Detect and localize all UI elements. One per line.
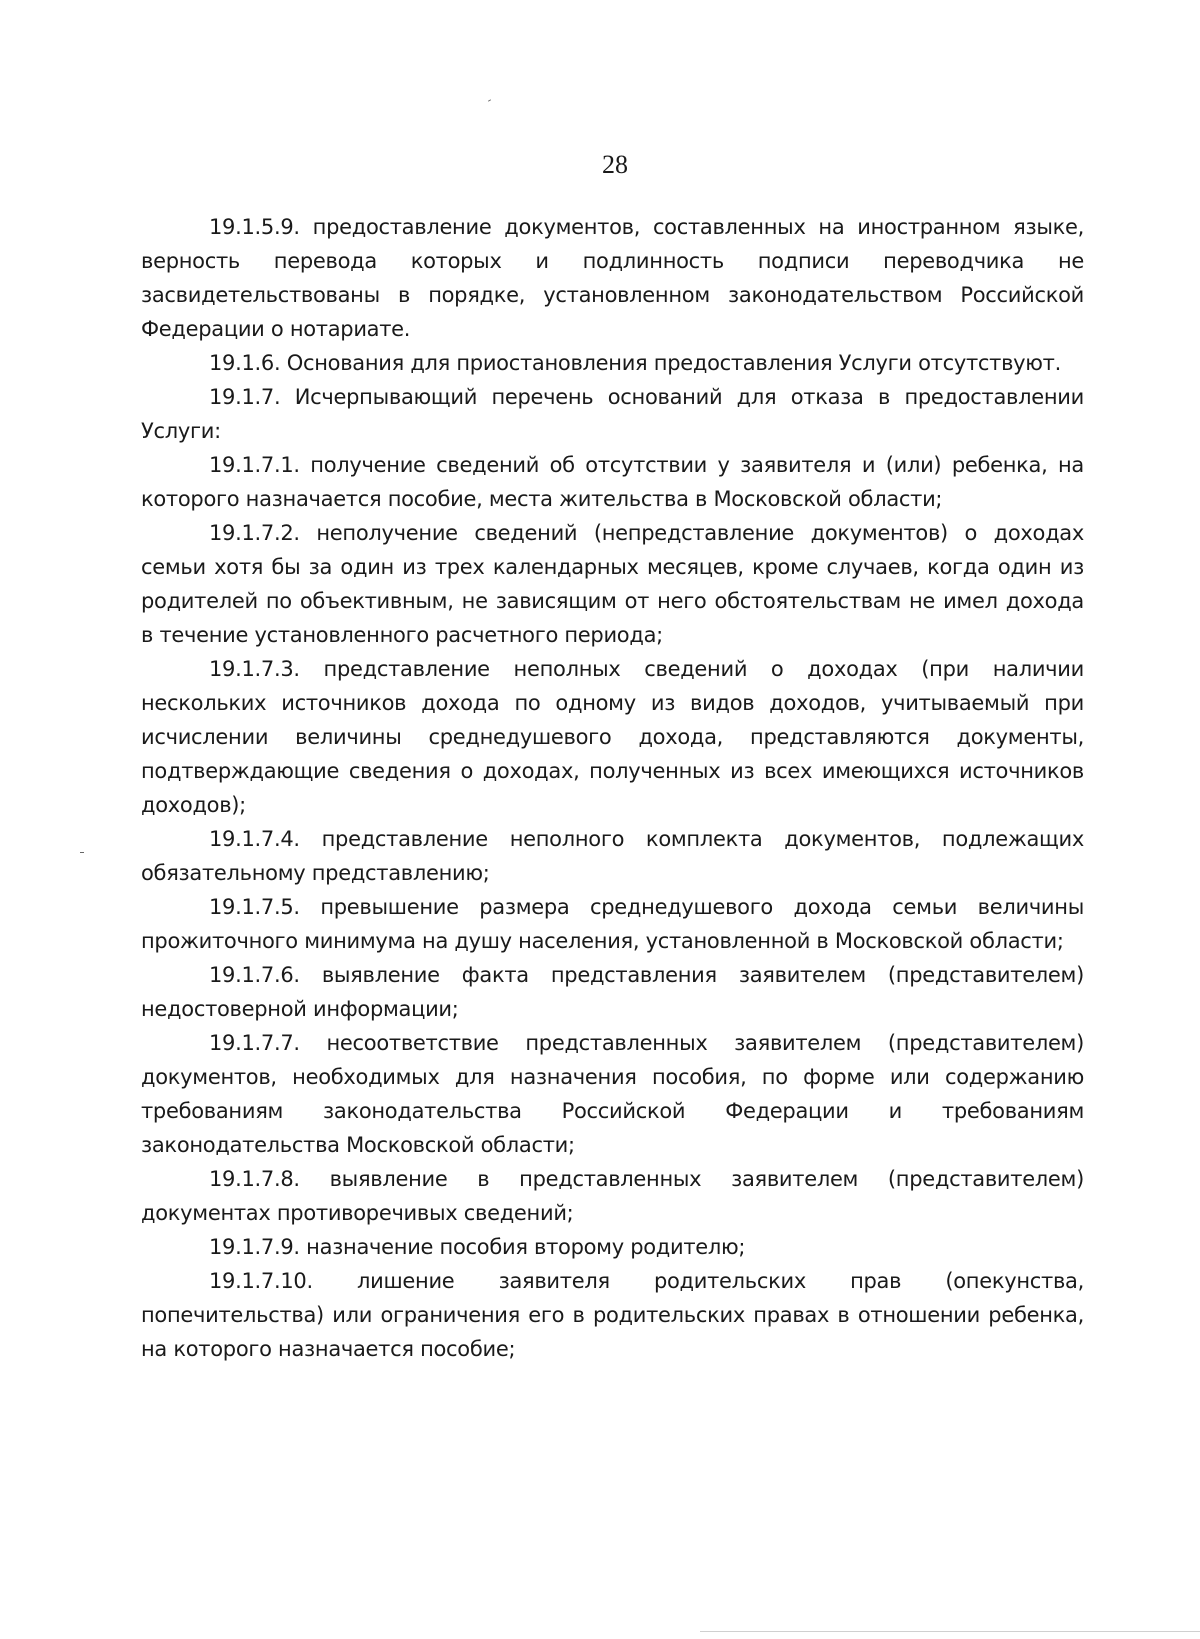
paragraph-19-1-5-9: 19.1.5.9. предоставление документов, составленных на иностранном языке, верность перевода которых и подлинность подписи переводчика не засвидетельствованы в порядке, установленном законодательством Российской Федерации о нотариате.: [141, 215, 1084, 341]
paragraph-19-1-7-1: 19.1.7.1. получение сведений об отсутствии у заявителя и (или) ребенка, на которого назначается пособие, места жительства в Московской области;: [141, 453, 1084, 511]
paragraph-19-1-7-4: 19.1.7.4. представление неполного комплекта документов, подлежащих обязательному представлению;: [141, 827, 1084, 885]
paragraph-19-1-7-9: 19.1.7.9. назначение пособия второму родителю;: [209, 1235, 746, 1259]
paragraph-19-1-7-3: 19.1.7.3. представление неполных сведений о доходах (при наличии нескольких источников дохода по одному из видов доходов, учитываемый при исчислении величины среднедушевого дохода, представляются документы, подтверждающие сведения о доходах, полученных из всех имеющихся источников доходов);: [141, 657, 1084, 817]
paragraph-19-1-7-8: 19.1.7.8. выявление в представленных заявителем (представителем) документах противоречивых сведений;: [141, 1167, 1084, 1225]
paragraph-19-1-7-2: 19.1.7.2. неполучение сведений (непредставление документов) о доходах семьи хотя бы за один из трех календарных месяцев, кроме случаев, когда один из родителей по объективным, не зависящим от него обстоятельствам не имел дохода в течение установленного расчетного периода;: [141, 521, 1084, 647]
paragraph-19-1-7-10: 19.1.7.10. лишение заявителя родительских прав (опекунства, попечительства) или ограничения его в родительских правах в отношении ребенка, на которого назначается пособие;: [141, 1269, 1084, 1361]
paragraph-19-1-6: 19.1.6. Основания для приостановления предоставления Услуги отсутствуют.: [209, 351, 1061, 375]
scan-speck: [488, 99, 491, 101]
paragraph-19-1-7-6: 19.1.7.6. выявление факта представления заявителем (представителем) недостоверной информации;: [141, 963, 1084, 1021]
paragraph-19-1-7: 19.1.7. Исчерпывающий перечень оснований для отказа в предоставлении Услуги:: [141, 385, 1084, 443]
paragraph-19-1-7-5: 19.1.7.5. превышение размера среднедушевого дохода семьи величины прожиточного минимума на душу населения, установленной в Московской области;: [141, 895, 1084, 953]
paragraph-19-1-7-7: 19.1.7.7. несоответствие представленных заявителем (представителем) документов, необходимых для назначения пособия, по форме или содержанию требованиям законодательства Российской Федерации и требованиям законодательства Московской области;: [141, 1031, 1084, 1157]
page-number: 28: [602, 150, 628, 179]
scan-speck: [80, 852, 84, 853]
scan-edge-line: [700, 1631, 1200, 1632]
document-body: [141, 210, 1084, 1366]
